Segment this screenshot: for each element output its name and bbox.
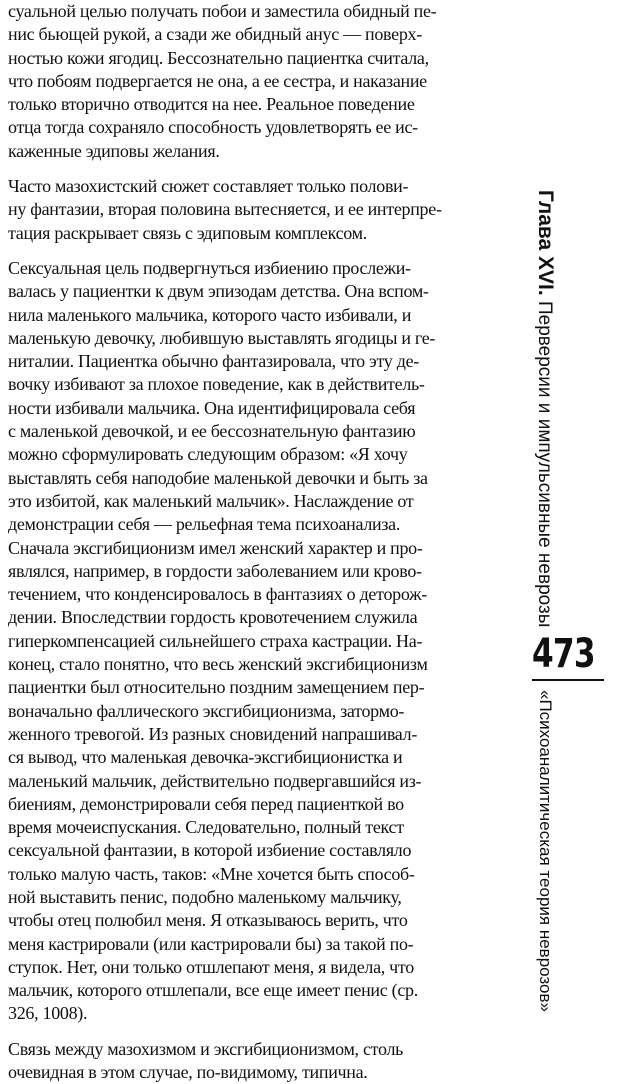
text-line: маленькую девочку, любившую выставлять ягодицы и ге-: [8, 327, 436, 348]
text-line: маленький мальчик, действительно подвергавшийся из-: [8, 770, 422, 791]
body-text: [8, 0, 520, 1084]
text-line: Часто мазохистский сюжет составляет только полови-: [8, 176, 409, 197]
paragraph-gap: [8, 245, 520, 257]
page-number: 473: [532, 631, 595, 677]
paragraph-gap: [8, 1026, 520, 1038]
text-line: ну фантазии, вторая половина вытесняется, и ее интерпре-: [8, 199, 442, 220]
text-line: Связь между мазохизмом и эксгибиционизмом, столь: [8, 1038, 404, 1059]
text-line: Сексуальная цель подвергнуться избиению прослежи-: [8, 257, 411, 278]
text-line: только вторично отводится на нее. Реальное поведение: [8, 94, 415, 115]
text-line: чтобы отец полюбил меня. Я отказываюсь верить, что: [8, 910, 408, 931]
chapter-title: Перверсии и импульсивные неврозы: [534, 295, 555, 628]
paragraph-gap: [8, 163, 520, 175]
text-line: воначально фаллического эксгибиционизма, затормо-: [8, 700, 405, 721]
text-line: меня кастрировали (или кастрировали бы) за такой по-: [8, 933, 414, 954]
text-line: конец, стало понятно, что весь женский эксгибиционизм: [8, 654, 428, 675]
text-line: что побоям подвергается не она, а ее сестра, и наказание: [8, 70, 427, 91]
text-line: мальчик, которого отшлепали, все еще имеет пенис (ср.: [8, 980, 418, 1001]
text-line: 326, 1008).: [8, 1003, 88, 1024]
text-line: женного тревогой. Из разных сновидений напрашивал-: [8, 723, 418, 744]
text-line: ной выставить пенис, подобно маленькому мальчику,: [8, 886, 402, 907]
page-number-rule: [532, 679, 604, 681]
text-line: биениям, демонстрировали себя перед пациенткой во: [8, 793, 404, 814]
text-line: время мочеиспускания. Следовательно, полный текст: [8, 817, 404, 838]
book-title-header: [529, 690, 561, 1012]
text-line: отца тогда сохраняло способность удовлетворять ее ис-: [8, 117, 418, 138]
text-line: можно сформулировать следующим образом: «Я хочу: [8, 444, 408, 465]
text-line: нис бьющей рукой, а сзади же обидный анус — поверх-: [8, 24, 422, 45]
text-line: валась у пациентки к двум эпизодам детства. Она вспом-: [8, 281, 429, 302]
book-title: «Психоаналитическая теория неврозов»: [536, 690, 555, 1012]
text-line: ся вывод, что маленькая девочка-эксгибиционистка и: [8, 747, 403, 768]
text-line: суальной целью получать побои и заместила обидный пе-: [8, 1, 437, 21]
text-line: выставлять себя наподобие маленькой девочки и быть за: [8, 467, 428, 488]
text-line: только малую часть, таков: «Мне хочется быть способ-: [8, 863, 415, 884]
text-line: ступок. Нет, они только отшлепают меня, я видела, что: [8, 956, 414, 977]
text-line: ностью кожи ягодиц. Бессознательно пациентка считала,: [8, 47, 429, 68]
text-line: каженные эдиповы желания.: [8, 140, 220, 161]
text-line: вочку избивают за плохое поведение, как в действитель-: [8, 374, 425, 395]
text-line: это избитой, как маленький мальчик». Наслаждение от: [8, 490, 414, 511]
chapter-label: Глава XVI.: [534, 190, 557, 296]
text-line: являлся, например, в гордости заболеванием или крово-: [8, 560, 422, 581]
text-line: пациентки был относительно поздним замещением пер-: [8, 677, 425, 698]
text-line: ниталии. Пациентка обычно фантазировала, что эту де-: [8, 351, 419, 372]
text-line: дении. Впоследствии гордость кровотечением служила: [8, 607, 418, 628]
text-line: Сначала эксгибиционизм имел женский характер и про-: [8, 537, 423, 558]
text-line: очевидная в этом случае, по-видимому, типична.: [8, 1062, 368, 1083]
text-line: тация раскрывает связь с эдиповым комплексом.: [8, 222, 367, 243]
text-line: нила маленького мальчика, которого часто избивали, и: [8, 304, 412, 325]
text-line: гиперкомпенсацией сильнейшего страха кастрации. На-: [8, 630, 423, 651]
text-line: демонстрации себя — рельефная тема психоанализа.: [8, 514, 401, 535]
chapter-header: [529, 190, 561, 630]
text-line: ности избивали мальчика. Она идентифицировала себя: [8, 397, 416, 418]
text-line: сексуальной фантазии, в которой избиение составляло: [8, 840, 412, 861]
text-line: течением, что конденсировалось в фантазиях о деторож-: [8, 584, 427, 605]
text-line: с маленькой девочкой, и ее бессознательную фантазию: [8, 421, 416, 442]
